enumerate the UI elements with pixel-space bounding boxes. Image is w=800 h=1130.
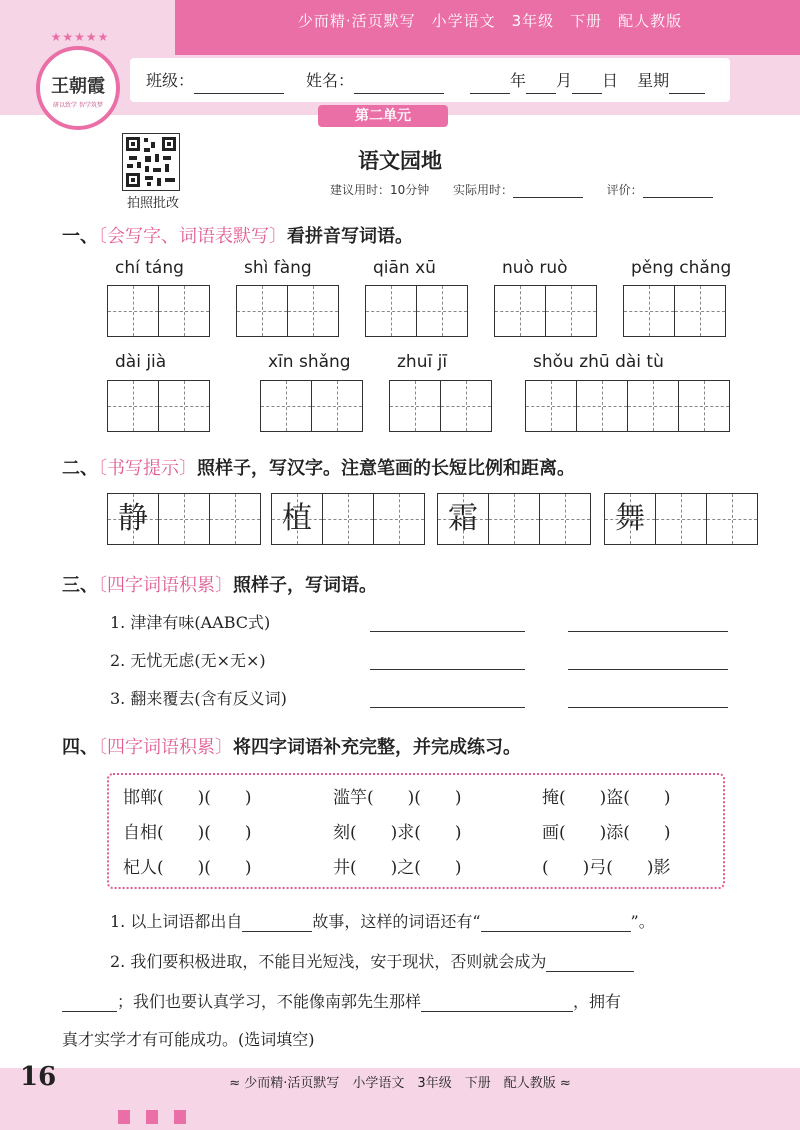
copy-writing-grid[interactable]	[271, 493, 425, 545]
q4-blank-nanguo[interactable]	[421, 993, 573, 1012]
q3-answer-3a[interactable]	[370, 706, 525, 708]
date-field[interactable]: 年 月 日 星期	[470, 68, 705, 94]
question-4-title: 四、〔四字词语积累〕将四字词语补充完整，并完成练习。	[62, 737, 521, 758]
example-character: 静	[118, 501, 148, 536]
q3-answer-1b[interactable]	[568, 630, 728, 632]
q2-grids	[0, 0, 800, 560]
writing-cell[interactable]	[707, 494, 757, 544]
q4-blank-start[interactable]	[62, 993, 117, 1012]
idiom-3-1[interactable]: 杞人( )( )	[123, 858, 252, 878]
writing-cell[interactable]	[374, 494, 424, 544]
writing-cell[interactable]	[210, 494, 260, 544]
pinyin-label: chí táng	[115, 258, 184, 278]
writing-cell[interactable]	[489, 494, 540, 544]
class-field[interactable]: 班级：	[146, 68, 284, 94]
copy-writing-grid[interactable]	[107, 493, 261, 545]
question-2-title: 二、〔书写提示〕照样子，写汉字。注意笔画的长短比例和距离。	[62, 458, 575, 479]
qr-caption: 拍照批改	[126, 196, 179, 211]
time-line: 建议用时：10分钟 实际用时： 评价：	[330, 181, 713, 198]
idiom-1-2[interactable]: 滥竽( )( )	[333, 788, 462, 808]
writing-cell[interactable]	[323, 494, 374, 544]
writing-cell[interactable]	[159, 494, 210, 544]
q3-item-2: 2. 无忧无虑(无×无×)	[110, 651, 266, 670]
writing-cell[interactable]	[540, 494, 590, 544]
example-character: 霜	[448, 501, 478, 536]
unit-tab: 第二单元	[318, 105, 448, 127]
idiom-1-3[interactable]: 掩( )盗( )	[542, 788, 671, 808]
q4-exercise-2-line-1: 2. 我们要积极进取，不能目光短浅，安于现状，否则就会成为	[110, 949, 634, 972]
idiom-2-3[interactable]: 画( )添( )	[542, 823, 671, 843]
pinyin-label: xīn shǎng	[268, 352, 351, 372]
logo-text: 王朝霞	[51, 76, 105, 97]
q3-answer-1a[interactable]	[370, 630, 525, 632]
q4-blank-more[interactable]	[481, 913, 631, 932]
example-cell	[108, 494, 159, 544]
header-title: 少而精·活页默写 小学语文 3年级 下册 配人教版	[297, 12, 683, 30]
q4-exercise-1: 1. 以上词语都出自 故事，这样的词语还有“ ”。	[110, 912, 655, 931]
footer-square	[174, 1110, 186, 1124]
pinyin-label: shǒu zhū dài tù	[533, 352, 664, 372]
q4-exercise-2-line-3: 真才实学才有可能成功。(选词填空)	[62, 1030, 315, 1049]
pinyin-label: nuò ruò	[502, 258, 568, 278]
q3-item-1: 1. 津津有味(AABC式)	[110, 613, 271, 632]
pinyin-label: pěng chǎng	[631, 258, 732, 278]
example-cell	[605, 494, 656, 544]
pinyin-label: dài jià	[115, 352, 167, 372]
q3-answer-2a[interactable]	[370, 668, 525, 670]
q3-item-3: 3. 翻来覆去(含有反义词)	[110, 689, 287, 708]
idiom-3-3[interactable]: ( )弓( )影	[542, 858, 671, 878]
writing-cell[interactable]	[656, 494, 707, 544]
pinyin-label: zhuī jī	[397, 352, 448, 372]
question-3-title: 三、〔四字词语积累〕照样子，写词语。	[62, 575, 377, 596]
q3-answer-3b[interactable]	[568, 706, 728, 708]
pinyin-label: shì fàng	[244, 258, 312, 278]
idiom-2-2[interactable]: 刻( )求( )	[333, 823, 462, 843]
logo-subtitle: 研以致学 智学筑梦	[53, 102, 103, 109]
q4-blank-source[interactable]	[242, 913, 312, 932]
name-field[interactable]: 姓名：	[306, 68, 444, 94]
idiom-1-1[interactable]: 邯郸( )( )	[123, 788, 252, 808]
q3-answer-2b[interactable]	[568, 668, 728, 670]
footer-text: ≈ 少而精·活页默写 小学语文 3年级 下册 配人教版 ≈	[229, 1076, 571, 1091]
idiom-3-2[interactable]: 井( )之( )	[333, 858, 462, 878]
pinyin-label: qiān xū	[373, 258, 436, 278]
example-cell	[272, 494, 323, 544]
q4-blank-become[interactable]	[546, 953, 634, 972]
example-character: 植	[282, 501, 312, 536]
page-title: 语文园地	[358, 149, 442, 173]
footer-square	[146, 1110, 158, 1124]
copy-writing-grid[interactable]	[604, 493, 758, 545]
question-1-title: 一、〔会写字、词语表默写〕看拼音写词语。	[62, 226, 413, 247]
example-character: 舞	[615, 501, 645, 536]
copy-writing-grid[interactable]	[437, 493, 591, 545]
footer-square	[118, 1110, 130, 1124]
idiom-2-1[interactable]: 自相( )( )	[123, 823, 252, 843]
q4-exercise-2-line-2: ；我们也要认真学习，不能像南郭先生那样 ，拥有	[62, 989, 621, 1012]
logo-stars: ★★★★★	[50, 30, 110, 44]
page-number: 16	[20, 1062, 57, 1092]
example-cell	[438, 494, 489, 544]
